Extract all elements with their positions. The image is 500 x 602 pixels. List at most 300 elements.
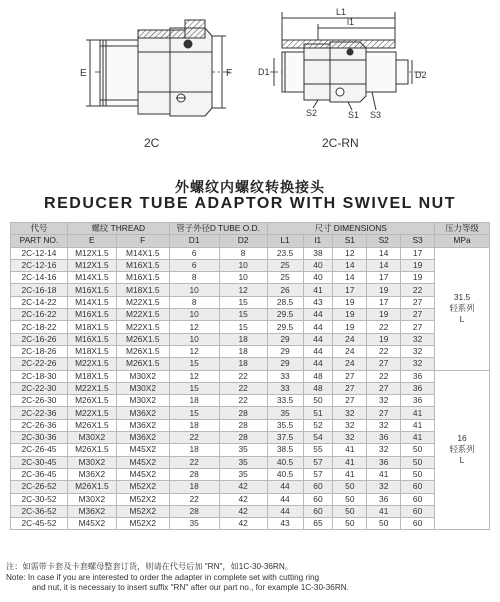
table-row: [11, 284, 490, 296]
label-i1: l1: [347, 17, 355, 27]
table-cell: M18X1.5: [67, 370, 116, 382]
table-row: [11, 272, 490, 284]
header-f: F: [116, 235, 169, 247]
table-cell: 43: [267, 518, 303, 530]
table-cell: M52X2: [116, 505, 169, 517]
table-body: [11, 247, 490, 530]
table-cell: 41: [333, 456, 367, 468]
table-cell: 38.5: [267, 444, 303, 456]
label-d2: D2: [415, 70, 427, 80]
header-e: E: [67, 235, 116, 247]
table-cell: 10: [219, 259, 267, 271]
table-cell: 42: [219, 493, 267, 505]
table-cell: 22: [169, 493, 219, 505]
table-cell: 48: [303, 382, 333, 394]
table-cell: M26X1.5: [67, 395, 116, 407]
table-cell: 36: [367, 493, 401, 505]
table-cell: 44: [303, 321, 333, 333]
table-cell: 17: [333, 284, 367, 296]
table-cell: 18: [219, 333, 267, 345]
table-cell: 48: [303, 370, 333, 382]
table-cell: 54: [303, 432, 333, 444]
table-cell: M52X2: [116, 481, 169, 493]
part-number-cell: 2C-18-22: [11, 321, 68, 333]
table-cell: 51: [303, 407, 333, 419]
table-cell: 42: [219, 518, 267, 530]
header-dimensions: 尺寸 DIMENSIONS: [267, 223, 434, 235]
table-row: [11, 419, 490, 431]
table-cell: 60: [401, 493, 435, 505]
table-cell: 22: [169, 432, 219, 444]
table-cell: 18: [169, 419, 219, 431]
table-row: [11, 259, 490, 271]
table-cell: 19: [333, 321, 367, 333]
table-cell: 50: [333, 518, 367, 530]
table-cell: M45X2: [116, 468, 169, 480]
table-cell: 55: [303, 444, 333, 456]
table-cell: 52: [303, 419, 333, 431]
table-cell: 19: [367, 284, 401, 296]
table-row: [11, 444, 490, 456]
table-cell: 41: [401, 407, 435, 419]
header-pressure-en: MPa: [435, 235, 490, 247]
table-cell: 24: [333, 333, 367, 345]
table-cell: 60: [303, 493, 333, 505]
table-cell: M18X1.5: [67, 321, 116, 333]
part-number-cell: 2C-26-36: [11, 419, 68, 431]
table-cell: 14: [333, 272, 367, 284]
table-cell: 32: [333, 432, 367, 444]
table-cell: 44: [267, 481, 303, 493]
table-row: [11, 468, 490, 480]
table-cell: 32: [333, 419, 367, 431]
table-cell: 19: [333, 296, 367, 308]
table-cell: 32: [367, 395, 401, 407]
caption-2c: 2C: [144, 136, 160, 150]
part-number-cell: 2C-18-30: [11, 370, 68, 382]
pressure-line: 31.5: [453, 292, 471, 303]
table-cell: 60: [401, 518, 435, 530]
table-cell: 8: [169, 272, 219, 284]
table-cell: M14X1.5: [67, 296, 116, 308]
table-cell: 41: [367, 505, 401, 517]
table-cell: 18: [219, 358, 267, 370]
table-cell: M22X1.5: [116, 309, 169, 321]
part-number-cell: 2C-30-52: [11, 493, 68, 505]
table-cell: 12: [219, 284, 267, 296]
table-cell: 60: [303, 505, 333, 517]
table-cell: 22: [219, 370, 267, 382]
table-cell: 35: [169, 518, 219, 530]
table-cell: 35: [219, 456, 267, 468]
table-cell: 27: [333, 395, 367, 407]
header-part-no-en: PART NO.: [11, 235, 68, 247]
table-cell: 50: [303, 395, 333, 407]
table-cell: M26X1.5: [116, 333, 169, 345]
pressure-rating-cell: [435, 247, 490, 370]
table-cell: 32: [367, 419, 401, 431]
table-cell: 14: [367, 259, 401, 271]
table-cell: 41: [333, 444, 367, 456]
table-row: [11, 296, 490, 308]
part-number-cell: 2C-16-26: [11, 333, 68, 345]
table-cell: 15: [169, 407, 219, 419]
table-cell: M36X2: [116, 432, 169, 444]
table-cell: 50: [333, 481, 367, 493]
table-cell: M14X1.5: [67, 272, 116, 284]
caption-2c-rn: 2C-RN: [322, 136, 359, 150]
table-cell: 40.5: [267, 456, 303, 468]
table-cell: 28: [169, 505, 219, 517]
table-cell: 27: [367, 358, 401, 370]
table-cell: 12: [169, 345, 219, 357]
note-en-line2: and nut, it is necessary to insert suffix "RN" after our part no., for example 1C-30-36RN.: [32, 583, 349, 592]
table-cell: M16X1.5: [67, 284, 116, 296]
table-cell: 35: [219, 468, 267, 480]
table-cell: 44: [303, 345, 333, 357]
table-cell: 10: [169, 333, 219, 345]
table-cell: 50: [401, 456, 435, 468]
table-cell: 6: [169, 247, 219, 259]
part-number-cell: 2C-22-36: [11, 407, 68, 419]
header-s2: S2: [367, 235, 401, 247]
label-s3: S3: [370, 110, 382, 120]
table-cell: 65: [303, 518, 333, 530]
header-l1: L1: [267, 235, 303, 247]
table-cell: 27: [401, 309, 435, 321]
table-cell: 15: [219, 309, 267, 321]
table-cell: 27: [367, 407, 401, 419]
table-cell: 33: [267, 370, 303, 382]
pressure-line: L: [459, 314, 465, 325]
table-cell: 22: [367, 370, 401, 382]
table-cell: 50: [367, 518, 401, 530]
label-s1: S1: [348, 110, 360, 120]
table-cell: M22X1.5: [67, 382, 116, 394]
part-number-cell: 2C-16-22: [11, 309, 68, 321]
table-cell: 12: [169, 370, 219, 382]
table-cell: 50: [333, 505, 367, 517]
table-cell: 40: [303, 259, 333, 271]
table-row: [11, 493, 490, 505]
table-cell: 23.5: [267, 247, 303, 259]
table-cell: 41: [401, 432, 435, 444]
table-cell: 27: [333, 382, 367, 394]
technical-drawings: [0, 0, 500, 160]
table-cell: 36: [367, 432, 401, 444]
table-cell: 29: [267, 358, 303, 370]
table-cell: 17: [367, 296, 401, 308]
table-cell: M26X1.5: [67, 481, 116, 493]
spec-table: [10, 222, 490, 530]
table-cell: M22X1.5: [67, 407, 116, 419]
table-cell: M52X2: [116, 518, 169, 530]
table-cell: 57: [303, 456, 333, 468]
table-cell: M22X1.5: [67, 358, 116, 370]
table-cell: 19: [367, 309, 401, 321]
table-cell: 28.5: [267, 296, 303, 308]
table-cell: 43: [303, 296, 333, 308]
table-cell: 17: [367, 272, 401, 284]
table-cell: M45X2: [116, 444, 169, 456]
table-cell: 29: [267, 333, 303, 345]
table-cell: M30X2: [67, 456, 116, 468]
header-part-no-cn: 代号: [11, 223, 68, 235]
table-row: [11, 309, 490, 321]
label-d1: D1: [258, 67, 270, 77]
table-cell: 18: [219, 345, 267, 357]
notes: [6, 562, 496, 594]
table-cell: M30X2: [116, 370, 169, 382]
table-cell: 22: [219, 395, 267, 407]
table-row: [11, 456, 490, 468]
table-cell: 36: [401, 382, 435, 394]
table-cell: 29.5: [267, 309, 303, 321]
table-cell: M30X2: [116, 395, 169, 407]
table-cell: 28: [219, 419, 267, 431]
header-row-2: [11, 235, 490, 247]
table-cell: 15: [169, 382, 219, 394]
table-cell: 50: [333, 493, 367, 505]
table-cell: 22: [401, 284, 435, 296]
table-cell: 50: [401, 444, 435, 456]
pressure-line: 16: [457, 433, 467, 444]
table-cell: 10: [219, 272, 267, 284]
table-cell: 22: [367, 345, 401, 357]
table-cell: 42: [219, 481, 267, 493]
table-cell: 19: [367, 333, 401, 345]
table-cell: M26X1.5: [116, 345, 169, 357]
table-cell: 27: [333, 370, 367, 382]
table-cell: 28: [219, 407, 267, 419]
table-cell: 36: [367, 456, 401, 468]
part-number-cell: 2C-30-45: [11, 456, 68, 468]
header-pressure-cn: 压力等级: [435, 223, 490, 235]
table-cell: 38: [303, 247, 333, 259]
table-cell: 44: [303, 309, 333, 321]
part-number-cell: 2C-18-26: [11, 345, 68, 357]
part-number-cell: 2C-16-18: [11, 284, 68, 296]
table-cell: 41: [303, 284, 333, 296]
table-cell: 22: [169, 456, 219, 468]
part-number-cell: 2C-26-45: [11, 444, 68, 456]
pressure-rating-cell: [435, 370, 490, 530]
table-cell: 28: [169, 468, 219, 480]
table-row: [11, 505, 490, 517]
table-cell: 19: [401, 272, 435, 284]
table-row: [11, 382, 490, 394]
table-cell: M18X1.5: [67, 345, 116, 357]
table-cell: 8: [169, 296, 219, 308]
table-cell: 32: [401, 358, 435, 370]
part-number-cell: 2C-36-52: [11, 505, 68, 517]
part-number-cell: 2C-26-30: [11, 395, 68, 407]
table-row: [11, 518, 490, 530]
label-s2: S2: [306, 108, 318, 118]
table-cell: M12X1.5: [67, 259, 116, 271]
header-i1: l1: [303, 235, 333, 247]
table-cell: 19: [401, 259, 435, 271]
table-cell: M26X1.5: [116, 358, 169, 370]
note-cn: 注：如需带卡套及卡套螺母整套订货，则请在代号后加 "RN"，如1C-30-36RN。: [6, 562, 293, 571]
note-en-line1: Note: In case if you are interested to order the adapter in complete set with cutting ring: [6, 572, 320, 582]
table-row: [11, 481, 490, 493]
table-cell: M22X1.5: [116, 321, 169, 333]
table-cell: 10: [169, 309, 219, 321]
table-cell: M45X2: [116, 456, 169, 468]
table-row: [11, 432, 490, 444]
table-cell: 60: [401, 505, 435, 517]
table-row: [11, 407, 490, 419]
table-cell: 15: [169, 358, 219, 370]
table-cell: 6: [169, 259, 219, 271]
table-cell: M12X1.5: [67, 247, 116, 259]
table-cell: 44: [267, 505, 303, 517]
table-cell: 50: [401, 468, 435, 480]
table-cell: 14: [367, 247, 401, 259]
part-number-cell: 2C-36-45: [11, 468, 68, 480]
table-cell: M16X1.5: [116, 259, 169, 271]
label-f: F: [226, 68, 233, 79]
table-cell: 12: [333, 247, 367, 259]
table-cell: 19: [333, 309, 367, 321]
table-cell: 17: [401, 247, 435, 259]
header-d1: D1: [169, 235, 219, 247]
table-cell: M36X2: [116, 419, 169, 431]
table-cell: M26X1.5: [67, 444, 116, 456]
table-cell: M36X2: [67, 505, 116, 517]
title-chinese: 外螺纹内螺纹转换接头: [175, 179, 325, 195]
table-cell: 12: [169, 321, 219, 333]
header-row-1: [11, 223, 490, 235]
pressure-line: L: [459, 455, 465, 466]
table-cell: 29: [267, 345, 303, 357]
table-cell: 27: [367, 382, 401, 394]
table-cell: M52X2: [116, 493, 169, 505]
table-cell: M30X2: [67, 493, 116, 505]
pressure-line: 轻系列: [449, 303, 475, 314]
table-row: [11, 358, 490, 370]
part-number-cell: 2C-26-52: [11, 481, 68, 493]
table-cell: 15: [219, 296, 267, 308]
table-cell: 27: [401, 321, 435, 333]
label-e: E: [80, 68, 87, 79]
table-cell: 25: [267, 272, 303, 284]
table-cell: 32: [401, 345, 435, 357]
table-cell: 18: [169, 395, 219, 407]
table-cell: 44: [267, 493, 303, 505]
table-cell: M18X1.5: [116, 284, 169, 296]
table-cell: 28: [219, 432, 267, 444]
table-row: [11, 370, 490, 382]
table-cell: 27: [401, 296, 435, 308]
part-number-cell: 2C-22-26: [11, 358, 68, 370]
table-cell: 44: [303, 358, 333, 370]
table-cell: 32: [333, 407, 367, 419]
table-cell: 32: [367, 444, 401, 456]
table-cell: 22: [367, 321, 401, 333]
table-cell: 18: [169, 481, 219, 493]
header-d2: D2: [219, 235, 267, 247]
table-cell: 29.5: [267, 321, 303, 333]
table-row: [11, 345, 490, 357]
table-cell: 41: [367, 468, 401, 480]
part-number-cell: 2C-45-52: [11, 518, 68, 530]
part-number-cell: 2C-30-36: [11, 432, 68, 444]
table-cell: M14X1.5: [116, 247, 169, 259]
table-cell: 22: [219, 382, 267, 394]
table-cell: 32: [401, 333, 435, 345]
table-cell: 40.5: [267, 468, 303, 480]
header-s3: S3: [401, 235, 435, 247]
table-cell: 10: [169, 284, 219, 296]
table-cell: 14: [333, 259, 367, 271]
part-number-cell: 2C-22-30: [11, 382, 68, 394]
table-cell: 36: [401, 395, 435, 407]
part-number-cell: 2C-12-16: [11, 259, 68, 271]
pressure-line: 轻系列: [449, 444, 475, 455]
table-cell: M30X2: [67, 432, 116, 444]
table-cell: 35.5: [267, 419, 303, 431]
table-cell: 35: [219, 444, 267, 456]
table-row: [11, 333, 490, 345]
table-row: [11, 247, 490, 259]
table-cell: 8: [219, 247, 267, 259]
header-thread: 螺纹 THREAD: [67, 223, 169, 235]
table-cell: 60: [303, 481, 333, 493]
table-cell: 57: [303, 468, 333, 480]
table-cell: 40: [303, 272, 333, 284]
table-cell: M16X1.5: [116, 272, 169, 284]
table-cell: M16X1.5: [67, 333, 116, 345]
table-cell: M36X2: [116, 407, 169, 419]
table-cell: 25: [267, 259, 303, 271]
table-cell: M16X1.5: [67, 309, 116, 321]
table-cell: 36: [401, 370, 435, 382]
table-cell: 33.5: [267, 395, 303, 407]
table-cell: 41: [333, 468, 367, 480]
table-cell: 24: [333, 358, 367, 370]
header-tube-od: 管子外径D TUBE O.D.: [169, 223, 267, 235]
table-cell: M26X1.5: [67, 419, 116, 431]
table-row: [11, 395, 490, 407]
table-cell: 42: [219, 505, 267, 517]
table-cell: M22X1.5: [116, 296, 169, 308]
table-cell: 35: [267, 407, 303, 419]
drawing-2c: [86, 20, 233, 116]
table-cell: 15: [219, 321, 267, 333]
title-english: REDUCER TUBE ADAPTOR WITH SWIVEL NUT: [44, 195, 456, 212]
table-cell: 37.5: [267, 432, 303, 444]
table-cell: 32: [367, 481, 401, 493]
table-cell: M36X2: [67, 468, 116, 480]
table-cell: 44: [303, 333, 333, 345]
part-number-cell: 2C-12-14: [11, 247, 68, 259]
fitting-drawings-svg: [0, 0, 500, 160]
label-l1: L1: [336, 7, 347, 17]
table-row: [11, 321, 490, 333]
header-s1: S1: [333, 235, 367, 247]
table-cell: 24: [333, 345, 367, 357]
table-cell: 33: [267, 382, 303, 394]
table-cell: 60: [401, 481, 435, 493]
table-cell: 41: [401, 419, 435, 431]
part-number-cell: 2C-14-22: [11, 296, 68, 308]
table-cell: 26: [267, 284, 303, 296]
table-cell: M30X2: [116, 382, 169, 394]
table-cell: M45X2: [67, 518, 116, 530]
part-number-cell: 2C-14-16: [11, 272, 68, 284]
